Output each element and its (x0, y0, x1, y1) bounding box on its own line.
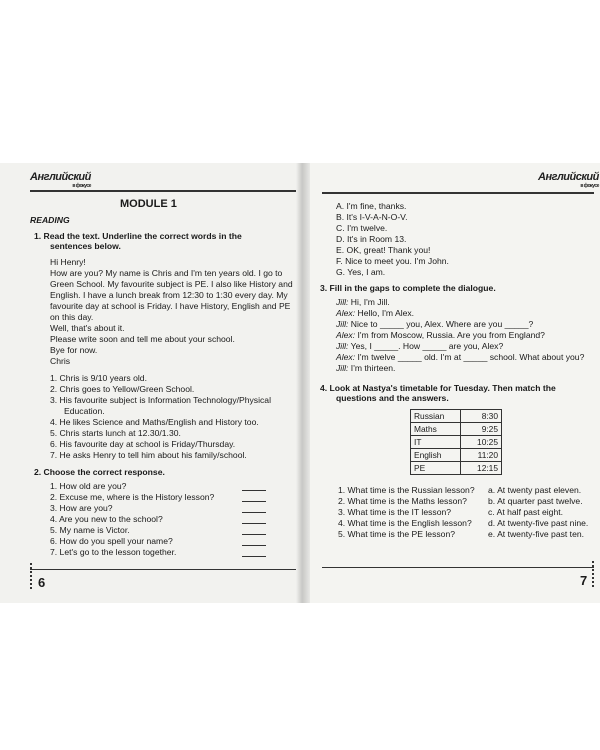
ex4-heading: 4. Look at Nastya's timetable for Tuesday. Then match the (320, 383, 556, 393)
speaker: Jill: (336, 297, 349, 307)
dialogue-text: I'm from Moscow, Russia. Are you from England? (355, 330, 545, 340)
left-page (0, 163, 302, 603)
module-title: MODULE 1 (120, 198, 177, 210)
dialogue-line (336, 363, 395, 373)
letter-line: English. I have a lunch break from 12:30 to 1:30 every day. My (50, 290, 288, 300)
time-cell: 12:15 (461, 462, 502, 475)
footer-dots (30, 563, 34, 589)
ex2-heading: 2. Choose the correct response. (34, 467, 165, 477)
textbook-spread (0, 163, 600, 603)
answer: b. At quarter past twelve. (488, 496, 583, 506)
ex1-heading: 1. Read the text. Underline the correct words in the (34, 231, 242, 241)
header-rule (322, 192, 594, 194)
dialogue-text: I'm twelve _____ old. I'm at _____ school. What about you? (355, 352, 585, 362)
logo-text: Английский (538, 171, 599, 183)
letter-line: Hi Henry! (50, 257, 86, 267)
speaker: Alex: (336, 352, 356, 362)
response-option: B. It's I-V-A-N-O-V. (336, 212, 408, 222)
table-row (411, 436, 502, 449)
letter-line: Please write soon and tell me about your school. (50, 334, 235, 344)
answer: a. At twenty past eleven. (488, 485, 582, 495)
dialogue-text: I'm thirteen. (348, 363, 396, 373)
header-rule (30, 190, 296, 192)
footer-dots (592, 561, 596, 587)
logo-right (538, 171, 599, 189)
ex1-item: 3. His favourite subject is Information Technology/Physical (50, 395, 271, 405)
answer-blank (242, 512, 266, 513)
answer-blank (242, 501, 266, 502)
answer: e. At twenty-five past ten. (488, 529, 585, 539)
ex2-item: 5. My name is Victor. (50, 525, 130, 535)
dialogue-line (336, 352, 584, 362)
logo-subtitle: в фокусе (580, 183, 599, 189)
table-row (411, 423, 502, 436)
ex2-item: 4. Are you new to the school? (50, 514, 163, 524)
subject-cell: Maths (411, 423, 461, 436)
page-number-left: 6 (38, 575, 46, 590)
dialogue-line (336, 297, 390, 307)
response-option: E. OK, great! Thank you! (336, 245, 431, 255)
response-option: C. I'm twelve. (336, 223, 388, 233)
ex2-item: 1. How old are you? (50, 481, 127, 491)
answer: c. At half past eight. (488, 507, 564, 517)
letter-line: favourite day at school is Friday. I have History, English and PE (50, 301, 291, 311)
ex2-item: 3. How are you? (50, 503, 113, 513)
subject-cell: English (411, 449, 461, 462)
letter-line: on this day. (50, 312, 94, 322)
letter-line: Chris (50, 356, 71, 366)
logo-left (30, 171, 91, 189)
subject-cell: IT (411, 436, 461, 449)
answer-blank (242, 490, 266, 491)
answer-blank (242, 556, 266, 557)
response-option: D. It's in Room 13. (336, 234, 407, 244)
timetable (410, 409, 502, 475)
question: 1. What time is the Russian lesson? (338, 485, 475, 495)
ex3-heading: 3. Fill in the gaps to complete the dialogue. (320, 283, 496, 293)
speaker: Alex: (336, 308, 356, 318)
logo-text: Английский (30, 171, 91, 183)
table-row (411, 410, 502, 423)
time-cell: 10:25 (461, 436, 502, 449)
question: 3. What time is the IT lesson? (338, 507, 452, 517)
time-cell: 11:20 (461, 449, 502, 462)
answer-blank (242, 523, 266, 524)
answer-blank (242, 545, 266, 546)
ex2-item: 6. How do you spell your name? (50, 536, 173, 546)
subject-cell: PE (411, 462, 461, 475)
question: 2. What time is the Maths lesson? (338, 496, 467, 506)
speaker: Jill: (336, 319, 349, 329)
answer-blank (242, 534, 266, 535)
table-row (411, 449, 502, 462)
ex4-heading: questions and the answers. (336, 393, 449, 403)
question: 5. What time is the PE lesson? (338, 529, 456, 539)
footer-rule (30, 569, 296, 570)
ex1-item: 7. He asks Henry to tell him about his family/school. (50, 450, 247, 460)
dialogue-text: Hi, I'm Jill. (348, 297, 390, 307)
right-page (302, 163, 600, 603)
letter-line: How are you? My name is Chris and I'm ten years old. I go to (50, 268, 283, 278)
response-option: G. Yes, I am. (336, 267, 386, 277)
letter-line: Green School. My favourite subject is PE. I also like History and (50, 279, 293, 289)
subject-cell: Russian (411, 410, 461, 423)
dialogue-line (336, 330, 545, 340)
speaker: Jill: (336, 363, 349, 373)
question: 4. What time is the English lesson? (338, 518, 472, 528)
ex1-heading: sentences below. (50, 241, 121, 251)
dialogue-line (336, 341, 503, 351)
letter-line: Bye for now. (50, 345, 98, 355)
ex1-item: 1. Chris is 9/10 years old. (50, 373, 147, 383)
ex2-item: 7. Let's go to the lesson together. (50, 547, 177, 557)
logo-subtitle: в фокусе (72, 183, 91, 189)
ex1-item: 6. His favourite day at school is Friday/Thursday. (50, 439, 236, 449)
ex1-item: 4. He likes Science and Maths/English and History too. (50, 417, 259, 427)
ex2-item: 2. Excuse me, where is the History lesson? (50, 492, 215, 502)
response-option: A. I'm fine, thanks. (336, 201, 407, 211)
time-cell: 8:30 (461, 410, 502, 423)
answer: d. At twenty-five past nine. (488, 518, 589, 528)
ex1-item: 5. Chris starts lunch at 12.30/1.30. (50, 428, 181, 438)
ex1-item: 2. Chris goes to Yellow/Green School. (50, 384, 195, 394)
speaker: Alex: (336, 330, 356, 340)
page-number-right: 7 (580, 573, 588, 588)
ex1-item: Education. (64, 406, 105, 416)
book-spine (296, 163, 310, 603)
table-row (411, 462, 502, 475)
dialogue-line (336, 308, 414, 318)
response-option: F. Nice to meet you. I'm John. (336, 256, 449, 266)
footer-rule (322, 567, 594, 568)
dialogue-line (336, 319, 533, 329)
time-cell: 9:25 (461, 423, 502, 436)
speaker: Jill: (336, 341, 349, 351)
section-heading: READING (30, 215, 70, 225)
dialogue-text: Yes, I _____. How _____ are you, Alex? (348, 341, 504, 351)
letter-line: Well, that's about it. (50, 323, 125, 333)
dialogue-text: Hello, I'm Alex. (355, 308, 415, 318)
dialogue-text: Nice to _____ you, Alex. Where are you _____? (348, 319, 534, 329)
